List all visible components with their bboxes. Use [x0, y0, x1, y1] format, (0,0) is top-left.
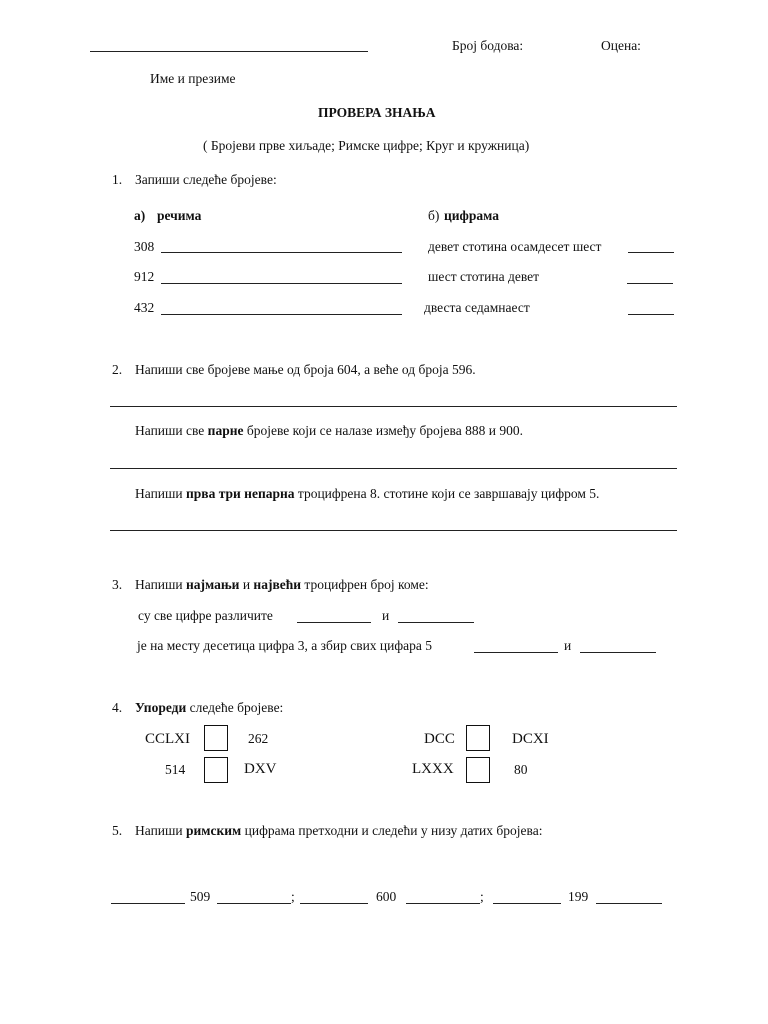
- q3-condition-2: је на месту десетица цифра 3, а збир свих цифара 5: [137, 638, 432, 653]
- q5-number-3: 199: [568, 889, 589, 904]
- q4-pair1-left: CCLXI: [145, 731, 190, 747]
- q1-words-blank-2[interactable]: [161, 283, 402, 284]
- q5-next-blank-1[interactable]: [217, 903, 291, 904]
- q2-answer-line-2[interactable]: [110, 468, 677, 469]
- q2-text: Напиши све бројеве мање од броја 604, а веће од броја 596.: [135, 362, 476, 377]
- q1-col-b-label: цифрама: [444, 208, 500, 223]
- q5-prev-blank-1[interactable]: [111, 903, 185, 904]
- q1-col-a-prefix: а): [134, 208, 146, 223]
- q3-text: Напиши најмањи и највећи троцифрен број коме:: [135, 577, 429, 592]
- q2-line2: Напиши све парне бројеве који се налазе између бројева 888 и 900.: [135, 423, 523, 438]
- q5-number-2: 600: [376, 889, 397, 904]
- q1-words-blank-3[interactable]: [161, 314, 402, 315]
- q1-words-1: девет стотина осамдесет шест: [428, 239, 602, 254]
- name-label: Име и презиме: [150, 71, 236, 86]
- q1-text: Запиши следеће бројеве:: [135, 172, 277, 187]
- q3-answer-max-2[interactable]: [580, 652, 656, 653]
- q3-answer-min-2[interactable]: [474, 652, 558, 653]
- q3-and-1: и: [382, 608, 390, 623]
- q3-answer-min-1[interactable]: [297, 622, 371, 623]
- q4-pair3-right: DCXI: [512, 731, 549, 747]
- q5-separator-1: ;: [291, 889, 295, 904]
- q1-digits-blank-2[interactable]: [627, 283, 673, 284]
- q3-number: 3.: [112, 577, 123, 592]
- q3-and-2: и: [564, 638, 572, 653]
- q1-digits-blank-3[interactable]: [628, 314, 674, 315]
- grade-label: Оцена:: [601, 38, 641, 53]
- name-blank-line[interactable]: [90, 51, 368, 52]
- q4-pair2-right: DXV: [244, 761, 277, 777]
- q2-answer-line-1[interactable]: [110, 406, 677, 407]
- q4-pair4-right: 80: [514, 762, 528, 777]
- q1-numeral-3: 432: [134, 300, 155, 315]
- q1-numeral-1: 308: [134, 239, 155, 254]
- q1-col-b-prefix: б): [428, 208, 440, 223]
- q5-separator-2: ;: [480, 889, 484, 904]
- q5-prev-blank-2[interactable]: [300, 903, 368, 904]
- q1-words-2: шест стотина девет: [428, 269, 540, 284]
- q4-pair3-left: DCC: [424, 731, 455, 747]
- q1-words-3: двеста седамнаест: [424, 300, 530, 315]
- q4-compare-box-4[interactable]: [466, 757, 490, 783]
- q4-number: 4.: [112, 700, 123, 715]
- q4-pair2-left: 514: [165, 762, 186, 777]
- q2-answer-line-3[interactable]: [110, 530, 677, 531]
- q1-col-a-label: речима: [157, 208, 202, 223]
- q5-prev-blank-3[interactable]: [493, 903, 561, 904]
- q3-condition-1: су све цифре различите: [138, 608, 273, 623]
- score-label: Број бодова:: [452, 38, 524, 53]
- q5-number: 5.: [112, 823, 123, 838]
- q4-compare-box-3[interactable]: [466, 725, 490, 751]
- q4-pair4-left: LXXX: [412, 761, 454, 777]
- q5-next-blank-3[interactable]: [596, 903, 662, 904]
- q1-words-blank-1[interactable]: [161, 252, 402, 253]
- q2-line3: Напиши прва три непарна троцифрена 8. стотине који се завршавају цифром 5.: [135, 486, 600, 501]
- page-subtitle: ( Бројеви прве хиљаде; Римске цифре; Круг и кружница): [203, 138, 530, 153]
- q5-next-blank-2[interactable]: [406, 903, 480, 904]
- q4-text: Упореди следеће бројеве:: [135, 700, 284, 715]
- q2-number: 2.: [112, 362, 123, 377]
- q1-digits-blank-1[interactable]: [628, 252, 674, 253]
- q1-number: 1.: [112, 172, 123, 187]
- q5-number-1: 509: [190, 889, 211, 904]
- q4-pair1-right: 262: [248, 731, 269, 746]
- q1-numeral-2: 912: [134, 269, 155, 284]
- q4-compare-box-1[interactable]: [204, 725, 228, 751]
- q3-answer-max-1[interactable]: [398, 622, 474, 623]
- q4-compare-box-2[interactable]: [204, 757, 228, 783]
- q5-text: Напиши римским цифрама претходни и следећи у низу датих бројева:: [135, 823, 543, 838]
- page-title: ПРОВЕРА ЗНАЊА: [318, 105, 436, 120]
